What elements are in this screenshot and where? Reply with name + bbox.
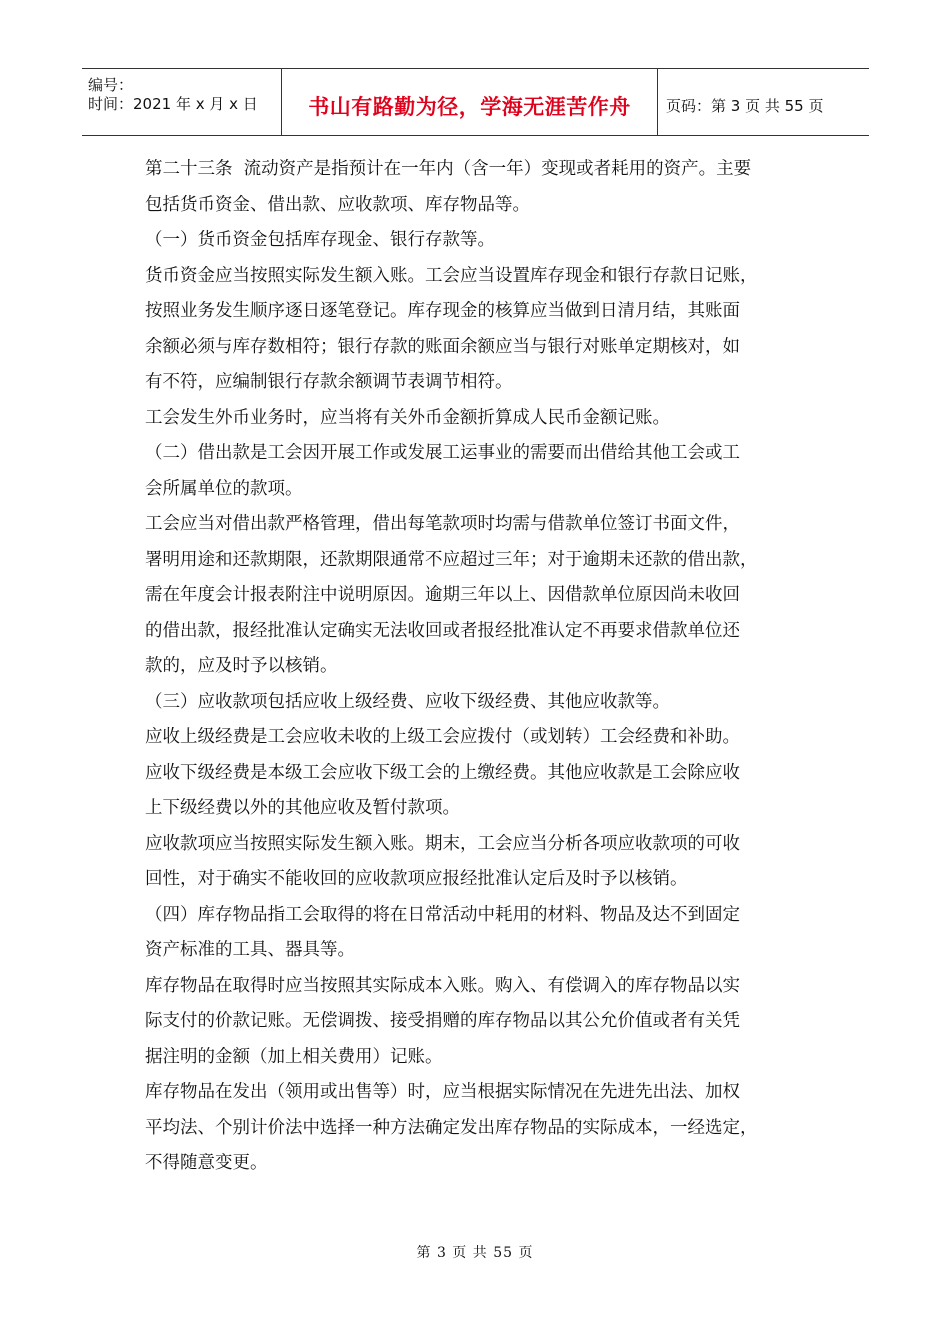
paragraph: 工会发生外币业务时，应当将有关外币金额折算成人民币金额记账。 [145, 407, 670, 428]
paragraph: （三）应收款项包括应收上级经费、应收下级经费、其他应收款等。 [145, 691, 670, 712]
page-info-text: 页码：第 3 页 共 55 页 [666, 96, 824, 115]
paragraph: （四）库存物品指工会取得的将在日常活动中耗用的材料、物品及达不到固定 资产标准的工具、器具等。 [145, 904, 740, 960]
header-meta [82, 69, 282, 135]
header-motto-cell [282, 69, 658, 135]
page-header [82, 68, 869, 136]
paragraph: 应收下级经费是本级工会应收下级工会的上缴经费。其他应收款是工会除应收 上下级经费以外的其他应收及暂付款项。 [145, 762, 740, 818]
paragraph: 库存物品在取得时应当按照其实际成本入账。购入、有偿调入的库存物品以实 际支付的价款记账。无偿调拨、接受捐赠的库存物品以其公允价值或者有关凭 据注明的金额（加上相关费用）记账。 [145, 975, 740, 1067]
paragraph: （一）货币资金包括库存现金、银行存款等。 [145, 230, 495, 250]
paragraph: 工会应当对借出款严格管理，借出每笔款项时均需与借款单位签订书面文件， 署明用途和还款期限，还款期限通常不应超过三年；对于逾期未还款的借出款， 需在年度会计报表附注中说明原因。逾期三年以上、因借款单位原因尚未收回 的借出款，报经批准认定确实无法收回或者报经批准认定不再要求借款单位还 款的，应及时予以核销。 [145, 514, 758, 676]
paragraph: 应收上级经费是工会应收未收的上级工会应拨付（或划转）工会经费和补助。 [145, 727, 740, 747]
date-label: 时间：2021 年 x 月 x 日 [88, 95, 258, 113]
paragraph: （二）借出款是工会因开展工作或发展工运事业的需要而出借给其他工会或工 会所属单位的款项。 [145, 443, 740, 499]
paragraph: 货币资金应当按照实际发生额入账。工会应当设置库存现金和银行存款日记账， 按照业务发生顺序逐日逐笔登记。库存现金的核算应当做到日清月结，其账面 余额必须与库存数相符；银行存款的账面余额应当与银行对账单定期核对，如 有不符，应编制银行存款余额调节表调节相符。 [145, 265, 758, 392]
doc-number-label: 编号： [88, 76, 134, 94]
page-footer: 第 3 页 共 55 页 [416, 1245, 534, 1261]
header-page-info-cell [658, 69, 869, 135]
paragraph: 库存物品在发出（领用或出售等）时，应当根据实际情况在先进先出法、加权 平均法、个别计价法中选择一种方法确定发出库存物品的实际成本，一经选定， 不得随意变更。 [145, 1082, 758, 1173]
document-body [145, 152, 810, 1182]
paragraph: 应收款项应当按照实际发生额入账。期末，工会应当分析各项应收款项的可收 回性，对于确实不能收回的应收款项应报经批准认定后及时予以核销。 [145, 833, 740, 889]
motto-text: 书山有路勤为径，学海无涯苦作舟 [308, 95, 631, 119]
paragraph: 第二十三条 流动资产是指预计在一年内（含一年）变现或者耗用的资产。主要 包括货币资金、借出款、应收款项、库存物品等。 [145, 159, 752, 215]
